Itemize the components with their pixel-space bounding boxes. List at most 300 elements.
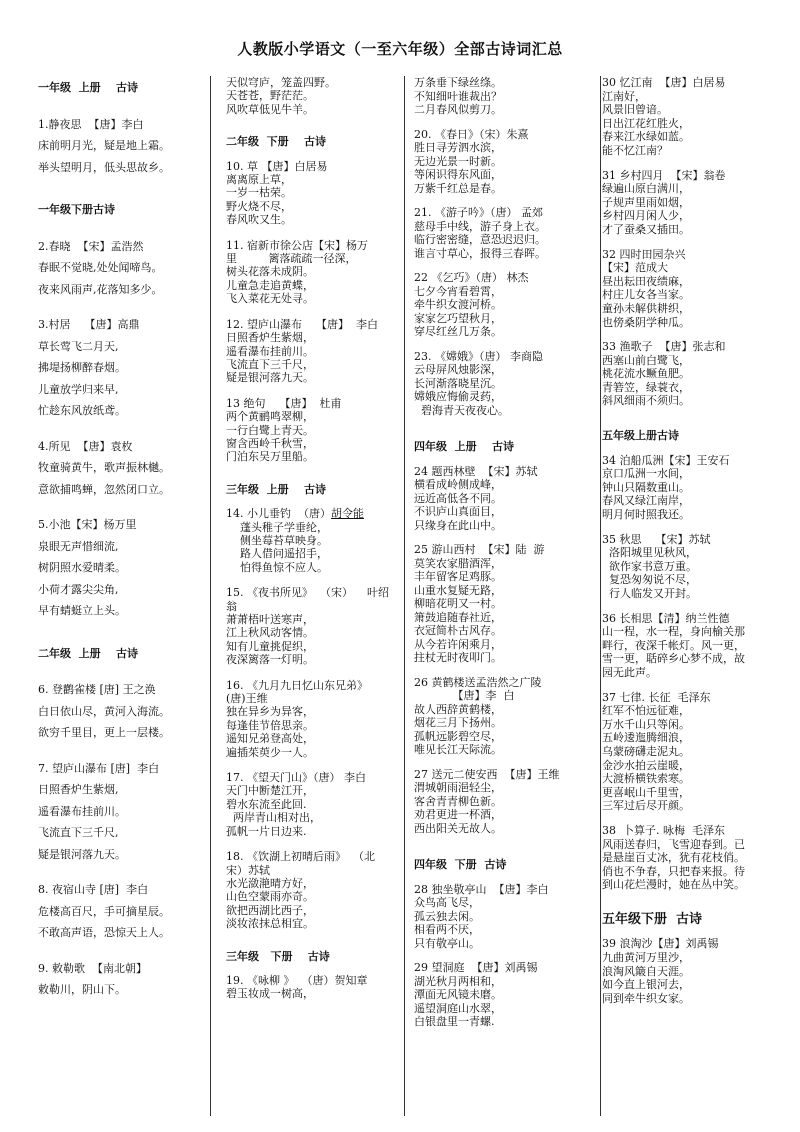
- poem-line: [38, 579, 206, 601]
- section-heading: [226, 949, 402, 964]
- poem-title: [226, 974, 402, 987]
- line-text: 红军不怕远征难，: [602, 704, 690, 718]
- poem-line: [226, 173, 402, 186]
- poem-line: [414, 937, 600, 951]
- line-text: 白日依山尽，黄河入海流。: [38, 704, 170, 718]
- line-text: 夜深篱落一灯明。: [226, 653, 314, 667]
- poem-title: [602, 248, 782, 262]
- poem-line: [602, 275, 782, 289]
- line-text: 离离原上草，: [226, 173, 292, 187]
- poem-title: [602, 937, 782, 951]
- poem-line: [226, 904, 402, 917]
- line-text: 万水千山只等闲。: [602, 717, 690, 731]
- line-text: 怕得鱼惊不应人。: [226, 560, 328, 574]
- line-text: 万条垂下绿丝绦。: [414, 76, 502, 89]
- line-text: 三军过后尽开颜。: [602, 799, 690, 813]
- poem-title: [414, 465, 600, 479]
- section-heading: [38, 76, 206, 100]
- poem-line: [226, 450, 402, 463]
- poem-line: [602, 838, 782, 852]
- poem-line: [414, 377, 600, 391]
- poem-line: [38, 844, 206, 866]
- line-text: 云母屏风烛影深，: [414, 363, 502, 376]
- poem-line: [602, 951, 782, 965]
- line-text: 欲把西湖比西子，: [226, 903, 314, 917]
- line-text: 两个黄鹂鸣翠柳，: [226, 410, 314, 424]
- line-text: 五年级上册古诗: [602, 429, 679, 443]
- line-text: 大渡桥横铁索寒。: [602, 772, 690, 786]
- poem-line: [38, 400, 206, 422]
- poem-line: [414, 233, 600, 247]
- line-text: 日照香炉生紫烟,: [38, 783, 119, 796]
- line-text: 青箬笠，绿蓑衣，: [602, 380, 690, 394]
- line-text: 18. 《饮湖上初晴后雨》 （北: [226, 850, 375, 864]
- line-text: 二月春风似剪刀。: [414, 103, 502, 116]
- poem-line: [414, 730, 600, 744]
- poem-line: [226, 358, 402, 371]
- line-text: 37 七律. 长征 毛泽东: [602, 690, 711, 704]
- poem-line: [226, 331, 402, 344]
- line-text: 绿遍山原白满川，: [602, 182, 690, 196]
- poem-line: [414, 312, 600, 326]
- poem-line: [414, 781, 600, 795]
- poem-line: [602, 144, 782, 158]
- poem-line: [226, 213, 402, 226]
- line-text: 远近高低各不同。: [414, 491, 502, 505]
- line-text: 园无此声。: [602, 665, 657, 679]
- line-text: 等闲识得东风面，: [414, 168, 502, 181]
- poem-line: [226, 613, 402, 626]
- poem-line: [602, 223, 782, 237]
- line-text: 相看两不厌，: [414, 923, 480, 936]
- line-text: 烟花三月下扬州。: [414, 716, 502, 729]
- line-text: 雪一更，聒碎乡心梦不成，故: [602, 652, 745, 666]
- line-text: 碧海青天夜夜心。: [414, 403, 509, 417]
- poem-line: [602, 965, 782, 979]
- poem-line: [414, 743, 600, 757]
- line-text: 谁言寸草心，报得三春晖。: [414, 246, 546, 260]
- poem-line: [414, 325, 600, 339]
- line-text: 万紫千红总是春。: [414, 181, 502, 195]
- line-text: 意欲捕鸣蝉，忽然闭口立。: [38, 482, 170, 496]
- line-text: 知有儿童挑促织，: [226, 639, 314, 653]
- poem-line: [414, 557, 600, 571]
- poem-title: [602, 612, 782, 626]
- poem-line: [226, 640, 402, 653]
- poem-title: [226, 850, 402, 863]
- poem-line: [38, 157, 206, 179]
- poem-line: [226, 864, 402, 877]
- line-text: 窗含西岭千秋雪，: [226, 436, 314, 450]
- poem-line: [414, 103, 600, 117]
- line-text: 28 独坐敬亭山 【唐】李白: [414, 882, 549, 896]
- line-text: 10. 草 【唐】白居易: [226, 159, 328, 173]
- line-text: 五年级下册 古诗: [602, 911, 703, 927]
- line-text: 复恐匆匆说不尽，: [602, 573, 697, 587]
- poem-line: [414, 76, 600, 90]
- line-text: 飞流直下三千尺，: [226, 357, 314, 371]
- poem-line: [414, 808, 600, 822]
- poem-line: [226, 279, 402, 292]
- poem-title: [602, 454, 782, 468]
- line-text: 每逢佳节倍思亲。: [226, 718, 314, 732]
- line-text: 夜来风雨声,花落知多少。: [38, 282, 163, 296]
- poem-line: [414, 220, 600, 234]
- line-text: 儿童急走追黄蝶，: [226, 278, 314, 292]
- line-text: 只缘身在此山中。: [414, 518, 502, 532]
- poem-line: [226, 76, 402, 89]
- line-text: 萧萧梧叶送寒声，: [226, 613, 314, 626]
- line-text: 畔行，夜深千帐灯。风一更，: [602, 638, 745, 652]
- line-text: 众鸟高飞尽，: [414, 896, 480, 909]
- line-text: 飞入菜花无处寻。: [226, 292, 314, 306]
- poem-title: [226, 318, 402, 331]
- poem-title: [602, 340, 782, 354]
- poem-line: [226, 719, 402, 732]
- poem-title: [226, 397, 402, 410]
- line-text: 举头望明月，低头思故乡。: [38, 160, 170, 174]
- poem-line: [414, 597, 600, 611]
- line-text: 潭面无风镜未磨。: [414, 988, 502, 1001]
- section-heading: [226, 482, 402, 497]
- line-text: 31 乡村四月 【宋】翁卷: [602, 168, 726, 182]
- line-text: 京口瓜洲一水间，: [602, 467, 690, 481]
- line-text: 11. 宿新市徐公店【宋】杨万: [226, 238, 368, 252]
- line-text: 三年级 下册 古诗: [226, 949, 330, 963]
- line-text: 7. 望庐山瀑布 [唐] 李白: [38, 761, 160, 775]
- line-text: 孤帆一片日边来.: [226, 824, 307, 838]
- poem-line: [226, 345, 402, 358]
- line-text: 翁: [226, 599, 237, 613]
- poem-title: [38, 314, 206, 336]
- line-text: 二年级 下册 古诗: [226, 135, 326, 149]
- poem-line: [414, 689, 600, 703]
- line-text: 一行白鹭上青天。: [226, 423, 314, 437]
- poem-line: [226, 825, 402, 838]
- poem-line: [602, 718, 782, 732]
- poem-line: [602, 508, 782, 522]
- poem-line: [602, 467, 782, 481]
- poem-line: [602, 573, 782, 587]
- poem-line: [414, 478, 600, 492]
- poem-line: [38, 336, 206, 358]
- line-text: 更喜岷山千里雪，: [602, 785, 690, 799]
- poem-line: [414, 90, 600, 104]
- poem-line: [414, 624, 600, 638]
- line-text: 孤帆远影碧空尽，: [414, 729, 502, 743]
- line-text: 孤云独去闲。: [414, 909, 480, 923]
- line-text: 儿童放学归来早,: [38, 382, 119, 396]
- poem-title: [602, 691, 782, 705]
- line-text: 39 浪淘沙【唐】刘禹锡: [602, 937, 719, 951]
- poem-line: [38, 600, 206, 622]
- poem-line: [602, 182, 782, 196]
- line-text: 五岭逶迤腾细浪，: [602, 731, 690, 745]
- poem-line: [226, 917, 402, 930]
- line-text: 唯见长江天际流。: [414, 743, 502, 756]
- poem-line: [602, 772, 782, 786]
- line-text: 19. 《咏柳 》 （唐）贺知章: [226, 973, 368, 987]
- page-title: 人教版小学语文（一至六年级）全部古诗词汇总: [237, 40, 563, 58]
- poem-line: [414, 570, 600, 584]
- line-text: 淡妆浓抹总相宜。: [226, 917, 314, 931]
- line-text: 童孙未解供耕织，: [602, 301, 690, 315]
- poem-line: [414, 390, 600, 404]
- line-text: 32 四时田园杂兴: [602, 247, 686, 261]
- section-heading: [414, 857, 600, 873]
- poem-title: [38, 436, 206, 458]
- poem-line: [38, 357, 206, 379]
- line-text: 【宋】范成大: [602, 261, 668, 275]
- poem-line: [38, 257, 206, 279]
- poem-line: [414, 611, 600, 625]
- line-text: 树阴照水爱晴柔。: [38, 561, 126, 574]
- line-text: 14. 小儿垂钓 （唐）: [226, 507, 331, 521]
- poem-title: [226, 586, 402, 599]
- poem-line: [602, 878, 782, 892]
- line-text: 湖光秋月两相和，: [414, 974, 502, 988]
- poem-line: [602, 117, 782, 131]
- column-3: [414, 76, 600, 1122]
- column-divider: [210, 76, 211, 1116]
- poem-line: [226, 547, 402, 560]
- poem-line: [38, 379, 206, 401]
- poem-title: [38, 879, 206, 901]
- line-text: 不敢高声语，恐惊天上人。: [38, 926, 170, 939]
- poem-line: [602, 865, 782, 879]
- line-text: 衣冠简朴古风存。: [414, 624, 502, 637]
- poem-line: [226, 521, 402, 534]
- poem-line: [226, 600, 402, 613]
- poem-title: [38, 679, 206, 701]
- line-text: 【唐】李 白: [414, 689, 515, 702]
- line-text: 嫦娥应悔偷灵药，: [414, 390, 502, 403]
- line-text: 两岸青山相对出，: [226, 811, 321, 825]
- poem-line: [414, 519, 600, 533]
- line-text: 3.村居 【唐】高鼎: [38, 318, 140, 331]
- poem-title: [38, 236, 206, 258]
- line-text: 四年级 下册 古诗: [414, 858, 507, 871]
- poem-line: [226, 437, 402, 450]
- poem-line: [414, 492, 600, 506]
- line-text: 昼出耘田夜绩麻，: [602, 274, 690, 288]
- line-text: 早有蜻蜓立上头。: [38, 604, 126, 617]
- line-text: 渭城朝雨浥轻尘，: [414, 781, 502, 794]
- line-text: 到山花烂漫时，她在丛中笑。: [602, 878, 745, 892]
- poem-title: [226, 160, 402, 173]
- poem-line: [414, 703, 600, 717]
- poem-title: [602, 76, 782, 90]
- poem-line: [38, 536, 206, 558]
- line-text: 4.所见 【唐】袁枚: [38, 439, 133, 453]
- poem-line: [38, 279, 206, 301]
- poem-line: [414, 141, 600, 155]
- line-text: 是悬崖百丈冰，犹有花枝俏。: [602, 851, 745, 865]
- poem-line: [226, 798, 402, 811]
- line-text: 一年级 上册 古诗: [38, 81, 138, 94]
- poem-title: [38, 958, 206, 980]
- poem-line: [414, 298, 600, 312]
- line-text: 宋）苏轼: [226, 863, 270, 877]
- poem-line: [38, 701, 206, 723]
- line-text: 一岁一枯荣。: [226, 186, 292, 200]
- poem-line: [414, 155, 600, 169]
- line-text: 二年级 上册 古诗: [38, 646, 138, 660]
- poem-title: [38, 114, 206, 136]
- line-text: 洛阳城里见秋风，: [602, 546, 697, 560]
- poem-line: [226, 987, 402, 1000]
- poem-line: [602, 799, 782, 813]
- poem-line: [414, 584, 600, 598]
- line-text: 横看成岭侧成峰，: [414, 478, 502, 491]
- poem-line: [38, 457, 206, 479]
- line-text: 33 渔歌子 【唐】张志和: [602, 340, 726, 354]
- poem-line: [226, 200, 402, 213]
- line-text: 穿尽红丝几万条。: [414, 325, 502, 338]
- poem-line: [414, 247, 600, 261]
- line-text: 才了蚕桑又插田。: [602, 222, 690, 236]
- line-text: 24 题西林壁 【宋】苏轼: [414, 464, 538, 478]
- poem-line: [226, 811, 402, 824]
- line-text: 遍插茱萸少一人。: [226, 745, 314, 759]
- line-text: 遥看瀑布挂前川。: [38, 804, 126, 818]
- column-divider: [404, 76, 405, 1116]
- column-2: [226, 76, 402, 1122]
- poem-title: [38, 758, 206, 780]
- poem-line: [226, 653, 402, 666]
- poem-line: [602, 992, 782, 1006]
- line-text: 桃花流水鳜鱼肥。: [602, 367, 690, 381]
- line-text: 乌蒙磅礴走泥丸。: [602, 744, 690, 758]
- line-text: 17. 《望天门山》（唐） 李白: [226, 771, 366, 785]
- line-text: 临行密密缝，意恐迟迟归。: [414, 233, 546, 246]
- line-text: 拄杖无时夜叩门。: [414, 651, 502, 664]
- line-text: 不知细叶谁裁出？: [414, 89, 502, 103]
- poem-line: [602, 381, 782, 395]
- line-text: 西出阳关无故人。: [414, 821, 502, 835]
- line-text: 俏也不争春，只把春来报。待: [602, 864, 745, 878]
- poem-line: [226, 265, 402, 278]
- poem-line: [226, 186, 402, 199]
- line-text: 金沙水拍云崖暖，: [602, 758, 690, 772]
- line-text: 风吹草低见牛羊。: [226, 102, 314, 116]
- line-text: 山重水复疑无路，: [414, 583, 502, 597]
- line-text: 西塞山前白鹭飞，: [602, 353, 690, 367]
- poem-line: [414, 182, 600, 196]
- poem-line: [414, 822, 600, 836]
- line-text: 四年级 上册 古诗: [414, 440, 514, 453]
- poem-line: [602, 851, 782, 865]
- line-text: 白银盘里一青螺.: [414, 1015, 495, 1028]
- poem-line: [414, 651, 600, 665]
- poem-line: [414, 896, 600, 910]
- line-text: 树头花落未成阴。: [226, 265, 314, 279]
- line-text: 乡村四月闲人少，: [602, 209, 690, 223]
- line-text: 一年级下册古诗: [38, 203, 115, 216]
- poem-line: [226, 692, 402, 705]
- line-text: 同到牵牛织女家。: [602, 991, 690, 1005]
- poem-line: [226, 252, 402, 265]
- line-text: 不识庐山真面目，: [414, 505, 502, 518]
- line-text: 长河渐落晓星沉。: [414, 376, 502, 390]
- line-text: 27 送元二使安西 【唐】王维: [414, 767, 560, 781]
- line-text: 危楼高百尺，手可摘星辰。: [38, 904, 170, 918]
- poem-title: [226, 679, 402, 692]
- poem-line: [602, 639, 782, 653]
- line-text: 春眠不觉晓,处处闻啼鸟。: [38, 261, 163, 274]
- poem-title: [226, 239, 402, 252]
- poem-line: [414, 988, 600, 1002]
- poem-title: [414, 883, 600, 897]
- line-text: 天苍苍，野茫茫。: [226, 89, 314, 103]
- line-text: 子规声里雨如烟，: [602, 195, 690, 209]
- line-text: 家家乞巧望秋月，: [414, 311, 502, 325]
- line-text: 16. 《九月九日忆山东兄弟》: [226, 678, 368, 692]
- line-text: 无边光景一时新。: [414, 154, 502, 168]
- line-text: 天门中断楚江开，: [226, 784, 314, 798]
- poem-line: [38, 479, 206, 501]
- poem-line: [226, 732, 402, 745]
- poem-title: [226, 507, 402, 520]
- line-text: 风景旧曾谙。: [602, 103, 668, 117]
- poem-line: [602, 704, 782, 718]
- line-text: 20. 《春日》（宋）朱熹: [414, 127, 529, 141]
- line-text: 里 篱落疏疏一径深，: [226, 252, 357, 266]
- line-text: 牵牛织女渡河桥。: [414, 298, 502, 311]
- line-text: 三年级 上册 古诗: [226, 482, 326, 496]
- line-text: 欲穷千里目，更上一层楼。: [38, 726, 170, 739]
- poem-line: [414, 638, 600, 652]
- line-text: 路人借问遥招手，: [226, 547, 328, 561]
- line-text: 草长莺飞二月天,: [38, 339, 119, 353]
- line-text: 38 卜算子. 咏梅 毛泽东: [602, 823, 725, 837]
- line-text: 春风又绿江南岸，: [602, 494, 690, 508]
- line-text: 七夕今宵看碧霄，: [414, 284, 502, 298]
- line-text: 碧水东流至此回.: [226, 797, 307, 811]
- line-text: 30 忆江南 【唐】白居易: [602, 76, 726, 89]
- poem-line: [226, 877, 402, 890]
- poem-line: [414, 716, 600, 730]
- author-underlined: 胡令能: [330, 507, 364, 521]
- line-text: 浪淘风簸自天涯。: [602, 964, 690, 978]
- line-text: 敕勒川，阴山下。: [38, 983, 126, 996]
- line-text: 柳暗花明又一村。: [414, 597, 502, 610]
- poem-line: [38, 135, 206, 157]
- line-text: 13 绝句 【唐】 杜甫: [226, 396, 342, 410]
- poem-line: [414, 285, 600, 299]
- line-text: 欲作家书意万重。: [602, 559, 697, 573]
- line-text: 日照香炉生紫烟，: [226, 331, 314, 345]
- line-text: 钟山只隔数重山。: [602, 480, 690, 494]
- poem-title: [414, 961, 600, 975]
- poem-line: [226, 534, 402, 547]
- poem-line: [602, 354, 782, 368]
- poem-line: [414, 910, 600, 924]
- poem-title: [414, 206, 600, 220]
- column-4: [602, 76, 782, 1122]
- line-text: 小荷才露尖尖角,: [38, 582, 119, 596]
- section-heading: [602, 428, 782, 444]
- poem-title: [414, 768, 600, 782]
- line-text: 牧童骑黄牛，歌声振林樾。: [38, 461, 170, 474]
- line-text: 山一程，水一程，身向榆关那: [602, 625, 745, 639]
- line-text: 床前明月光，疑是地上霜。: [38, 139, 170, 152]
- line-text: 水光潋滟晴方好，: [226, 876, 314, 890]
- line-text: 22 《乞巧》（唐） 林杰: [414, 271, 529, 284]
- line-text: 碧玉妆成一树高，: [226, 987, 314, 1001]
- poem-line: [414, 1015, 600, 1029]
- poem-line: [226, 424, 402, 437]
